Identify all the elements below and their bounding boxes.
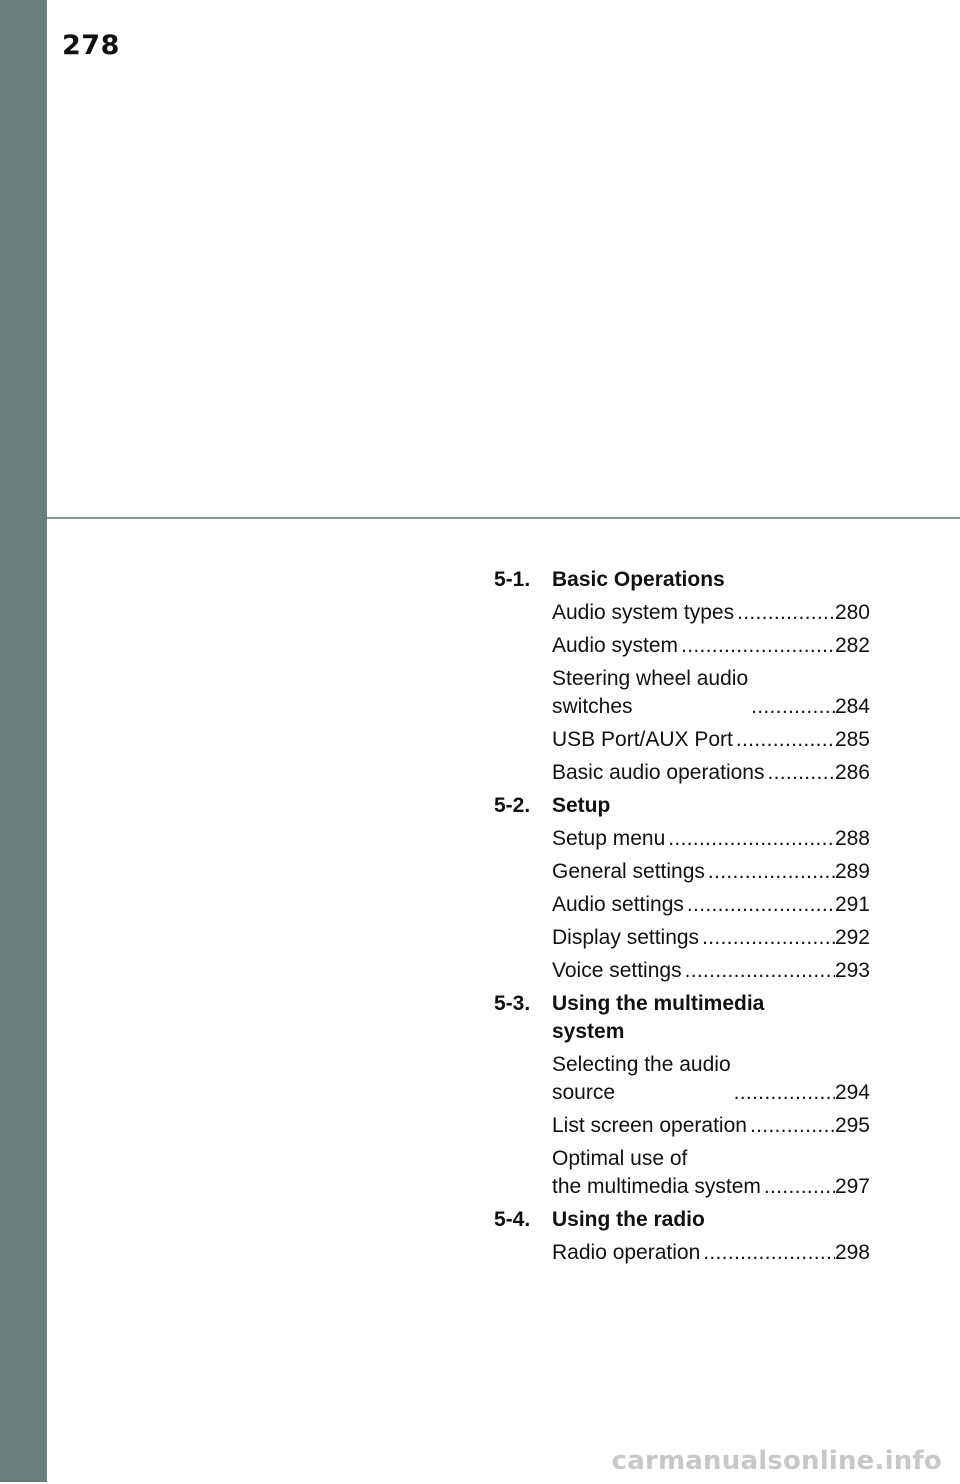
entry-title: Optimal use of the multimedia system: [552, 1147, 761, 1198]
section-number: 5-3.: [494, 992, 531, 1015]
entry-page-number: 280: [834, 601, 870, 624]
entry-title: Display settings: [552, 926, 700, 949]
entry-page-number: 292: [834, 926, 870, 949]
toc-entry[interactable]: [552, 957, 870, 985]
toc-entry[interactable]: [552, 759, 870, 787]
dot-leader: [678, 632, 835, 660]
section-number: 5-2.: [494, 794, 531, 817]
toc-entry[interactable]: [552, 665, 870, 721]
entry-page-number: 288: [834, 827, 870, 850]
entry-title: List screen operation: [552, 1114, 747, 1137]
entry-title: Voice settings: [552, 959, 682, 982]
entry-title: Audio system types: [552, 601, 735, 624]
toc-entry[interactable]: [552, 632, 870, 660]
dot-leader: [705, 858, 835, 886]
dot-leader: [731, 1079, 835, 1107]
section-number: 5-1.: [494, 568, 531, 591]
section-heading[interactable]: [494, 566, 870, 594]
entry-title: Selecting the audio source: [552, 1053, 731, 1104]
toc-section: [494, 990, 870, 1201]
entry-page-number: 291: [834, 893, 870, 916]
entry-page-number: 284: [834, 695, 870, 718]
page-number: 278: [62, 30, 120, 61]
section-title: Setup: [552, 794, 611, 817]
entry-page-number: 282: [834, 634, 870, 657]
dot-leader: [764, 759, 834, 787]
entry-title: Steering wheel audio switches: [552, 667, 749, 718]
section-heading[interactable]: [494, 1206, 870, 1234]
entry-page-number: 295: [834, 1114, 870, 1137]
dot-leader: [748, 693, 835, 721]
section-divider: [47, 517, 960, 519]
entry-page-number: 285: [834, 728, 870, 751]
toc-section: [494, 792, 870, 985]
toc-entry[interactable]: [552, 924, 870, 952]
section-title: Basic Operations: [552, 568, 725, 591]
entry-title: Radio operation: [552, 1241, 701, 1264]
toc-entry[interactable]: [552, 891, 870, 919]
dot-leader: [734, 599, 835, 627]
toc-entry[interactable]: [552, 1051, 870, 1107]
entry-page-number: 293: [834, 959, 870, 982]
entry-page-number: 297: [834, 1175, 870, 1198]
watermark: carmanualsonline.info: [611, 1446, 942, 1476]
entry-title: Setup menu: [552, 827, 666, 850]
toc-entry[interactable]: [552, 1145, 870, 1201]
entry-page-number: 294: [834, 1081, 870, 1104]
dot-leader: [761, 1173, 835, 1201]
section-heading[interactable]: [494, 792, 870, 820]
section-title: Using the radio: [552, 1208, 705, 1231]
toc-entry[interactable]: [552, 858, 870, 886]
toc-entry[interactable]: [552, 726, 870, 754]
entry-title: Basic audio operations: [552, 761, 765, 784]
dot-leader: [733, 726, 835, 754]
toc-entry[interactable]: [552, 599, 870, 627]
dot-leader: [684, 891, 835, 919]
toc-entry[interactable]: [552, 1239, 870, 1267]
dot-leader: [665, 825, 835, 853]
toc-entry[interactable]: [552, 825, 870, 853]
table-of-contents: [494, 566, 870, 1272]
chapter-tab-bar: [0, 0, 47, 1482]
dot-leader: [700, 1239, 835, 1267]
section-number: 5-4.: [494, 1208, 531, 1231]
entry-title: Audio system: [552, 634, 679, 657]
entry-title: USB Port/AUX Port: [552, 728, 733, 751]
toc-section: [494, 1206, 870, 1267]
entry-page-number: 298: [834, 1241, 870, 1264]
dot-leader: [747, 1112, 835, 1140]
section-title: Using the multimedia system: [552, 992, 765, 1043]
dot-leader: [682, 957, 835, 985]
toc-entry[interactable]: [552, 1112, 870, 1140]
section-heading[interactable]: [494, 990, 870, 1046]
dot-leader: [699, 924, 835, 952]
toc-section: [494, 566, 870, 787]
entry-page-number: 286: [834, 761, 870, 784]
entry-title: Audio settings: [552, 893, 684, 916]
entry-title: General settings: [552, 860, 705, 883]
entry-page-number: 289: [834, 860, 870, 883]
